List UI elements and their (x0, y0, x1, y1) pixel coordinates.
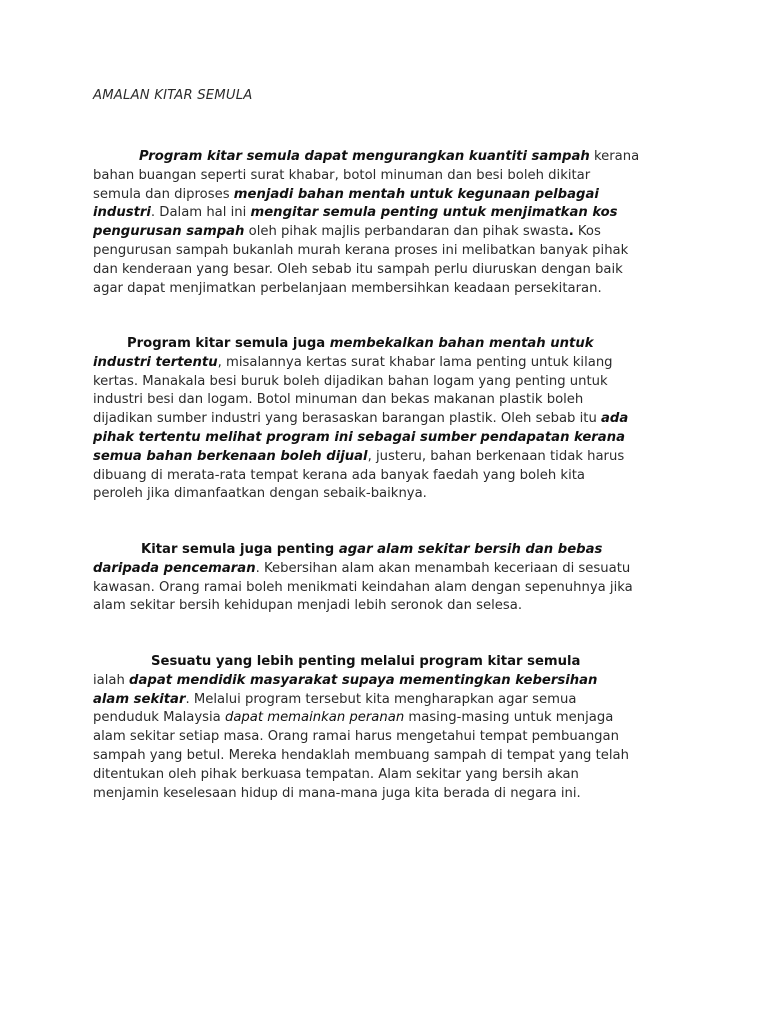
paragraph-3-line-2 (93, 560, 678, 579)
text-run: industri (93, 205, 151, 221)
text-run: kertas. Manakala besi buruk boleh dijadikan bahan logam yang penting untuk (93, 373, 608, 389)
paragraph-1-line-8 (93, 280, 678, 299)
paragraph-2-line-5 (93, 410, 678, 429)
paragraph-4-line-3 (93, 691, 678, 710)
text-run: , misalannya kertas surat khabar lama penting untuk kilang (217, 354, 613, 370)
text-run: mengitar semula penting untuk menjimatkan kos (250, 205, 618, 221)
paragraph-2-line-3 (93, 373, 678, 392)
paragraph-2-line-8 (93, 467, 678, 486)
text-run: Sesuatu yang lebih penting melalui program kitar semula (151, 654, 581, 669)
text-run: alam sekitar setiap masa. Orang ramai harus mengetahui tempat pembuangan (93, 729, 619, 745)
paragraph-2-line-2 (93, 354, 678, 373)
paragraph-3-line-4 (93, 597, 678, 616)
paragraph-1-line-4 (93, 204, 678, 223)
text-run: industri besi dan logam. Botol minuman dan bekas makanan plastik boleh (93, 392, 584, 408)
text-run: pihak tertentu melihat program ini sebagai sumber pendapatan kerana (93, 429, 625, 445)
text-run: masing-masing untuk menjaga (404, 710, 614, 726)
document-title: AMALAN KITAR SEMULA (93, 88, 253, 103)
text-run: membekalkan bahan mentah untuk (329, 336, 594, 351)
text-run: Program kitar semula dapat mengurangkan kuantiti sampah (139, 149, 590, 164)
text-run: semua bahan berkenaan boleh dijual (93, 448, 368, 464)
text-run: dibuang di merata-rata tempat kerana ada banyak faedah yang boleh kita (93, 467, 585, 483)
text-run: bahan buangan seperti surat khabar, botol minuman dan besi boleh dikitar (93, 167, 591, 183)
text-run: semula dan diproses (93, 186, 234, 202)
paragraph-4-line-6 (93, 747, 678, 766)
text-run: dijadikan sumber industri yang berasaskan barangan plastik. Oleh sebab itu (93, 411, 601, 427)
text-run: kawasan. Orang ramai boleh menikmati keindahan alam dengan sepenuhnya jika (93, 579, 633, 595)
paragraph-2-line-6 (93, 429, 678, 448)
text-run: alam sekitar bersih kehidupan menjadi lebih seronok dan selesa. (93, 598, 523, 614)
text-run: , justeru, bahan berkenaan tidak harus (367, 448, 625, 464)
text-run: . Kebersihan alam akan menambah keceriaan di sesuatu (255, 560, 631, 576)
text-run: . Melalui program tersebut kita mengharapkan agar semua (185, 691, 577, 707)
text-run: kerana (589, 149, 640, 164)
paragraph-2-line-9 (93, 485, 678, 504)
text-run: pengurusan sampah bukanlah murah kerana proses ini melibatkan banyak pihak (93, 242, 629, 258)
text-run: dapat mendidik masyarakat supaya mementingkan kebersihan (129, 672, 598, 688)
paragraph-4-line-7 (93, 766, 678, 785)
text-run: dan kenderaan yang besar. Oleh sebab itu sampah perlu diuruskan dengan baik (93, 261, 623, 277)
paragraph-2-line-1 (93, 335, 678, 354)
paragraph-1-line-5 (93, 223, 678, 242)
text-run: penduduk Malaysia (93, 710, 225, 726)
text-run: menjadi bahan mentah untuk kegunaan pelbagai (233, 186, 599, 202)
text-run: peroleh jika dimanfaatkan dengan sebaik-baiknya. (93, 486, 427, 502)
text-run: industri tertentu (93, 354, 218, 370)
paragraph-1-line-2 (93, 167, 678, 186)
text-run: daripada pencemaran (93, 560, 256, 576)
paragraph-3-line-1 (93, 541, 678, 560)
text-run: agar alam sekitar bersih dan bebas (338, 542, 603, 557)
text-run: pengurusan sampah (93, 224, 245, 240)
text-run: sampah yang betul. Mereka hendaklah membuang sampah di tempat yang telah (93, 747, 629, 763)
text-run: ada (601, 411, 629, 427)
paragraph-4-line-8 (93, 785, 678, 804)
text-run: Kos (573, 224, 601, 240)
text-run: dapat memainkan peranan (224, 710, 405, 726)
paragraph-4 (93, 653, 678, 803)
paragraph-1-line-6 (93, 242, 678, 261)
text-run: Program kitar semula juga (127, 336, 330, 351)
text-run: oleh pihak majlis perbandaran dan pihak swasta (244, 224, 569, 240)
text-run: menjamin keselesaan hidup di mana-mana juga kita berada di negara ini. (93, 785, 581, 801)
paragraph-2-line-4 (93, 391, 678, 410)
paragraph-1-line-1 (93, 148, 678, 167)
paragraph-4-line-5 (93, 728, 678, 747)
paragraph-1 (93, 148, 678, 298)
paragraph-3 (93, 541, 678, 616)
paragraph-4-line-2 (93, 672, 678, 691)
paragraph-1-line-7 (93, 261, 678, 280)
text-run: ditentukan oleh pihak berkuasa tempatan. Alam sekitar yang bersih akan (93, 766, 579, 782)
paragraph-2-line-7 (93, 448, 678, 467)
paragraph-3-line-3 (93, 579, 678, 598)
paragraph-4-line-4 (93, 709, 678, 728)
text-run: agar dapat menjimatkan perbelanjaan membersihkan keadaan persekitaran. (93, 280, 602, 296)
paragraph-4-line-1 (93, 653, 678, 672)
text-run: Kitar semula juga penting (141, 542, 339, 557)
text-run: ialah (93, 672, 130, 688)
paragraph-2 (93, 335, 678, 504)
paragraph-1-line-3 (93, 186, 678, 205)
text-run: alam sekitar (93, 691, 186, 707)
text-run: . Dalam hal ini (150, 205, 251, 221)
text-run: . (568, 224, 574, 240)
